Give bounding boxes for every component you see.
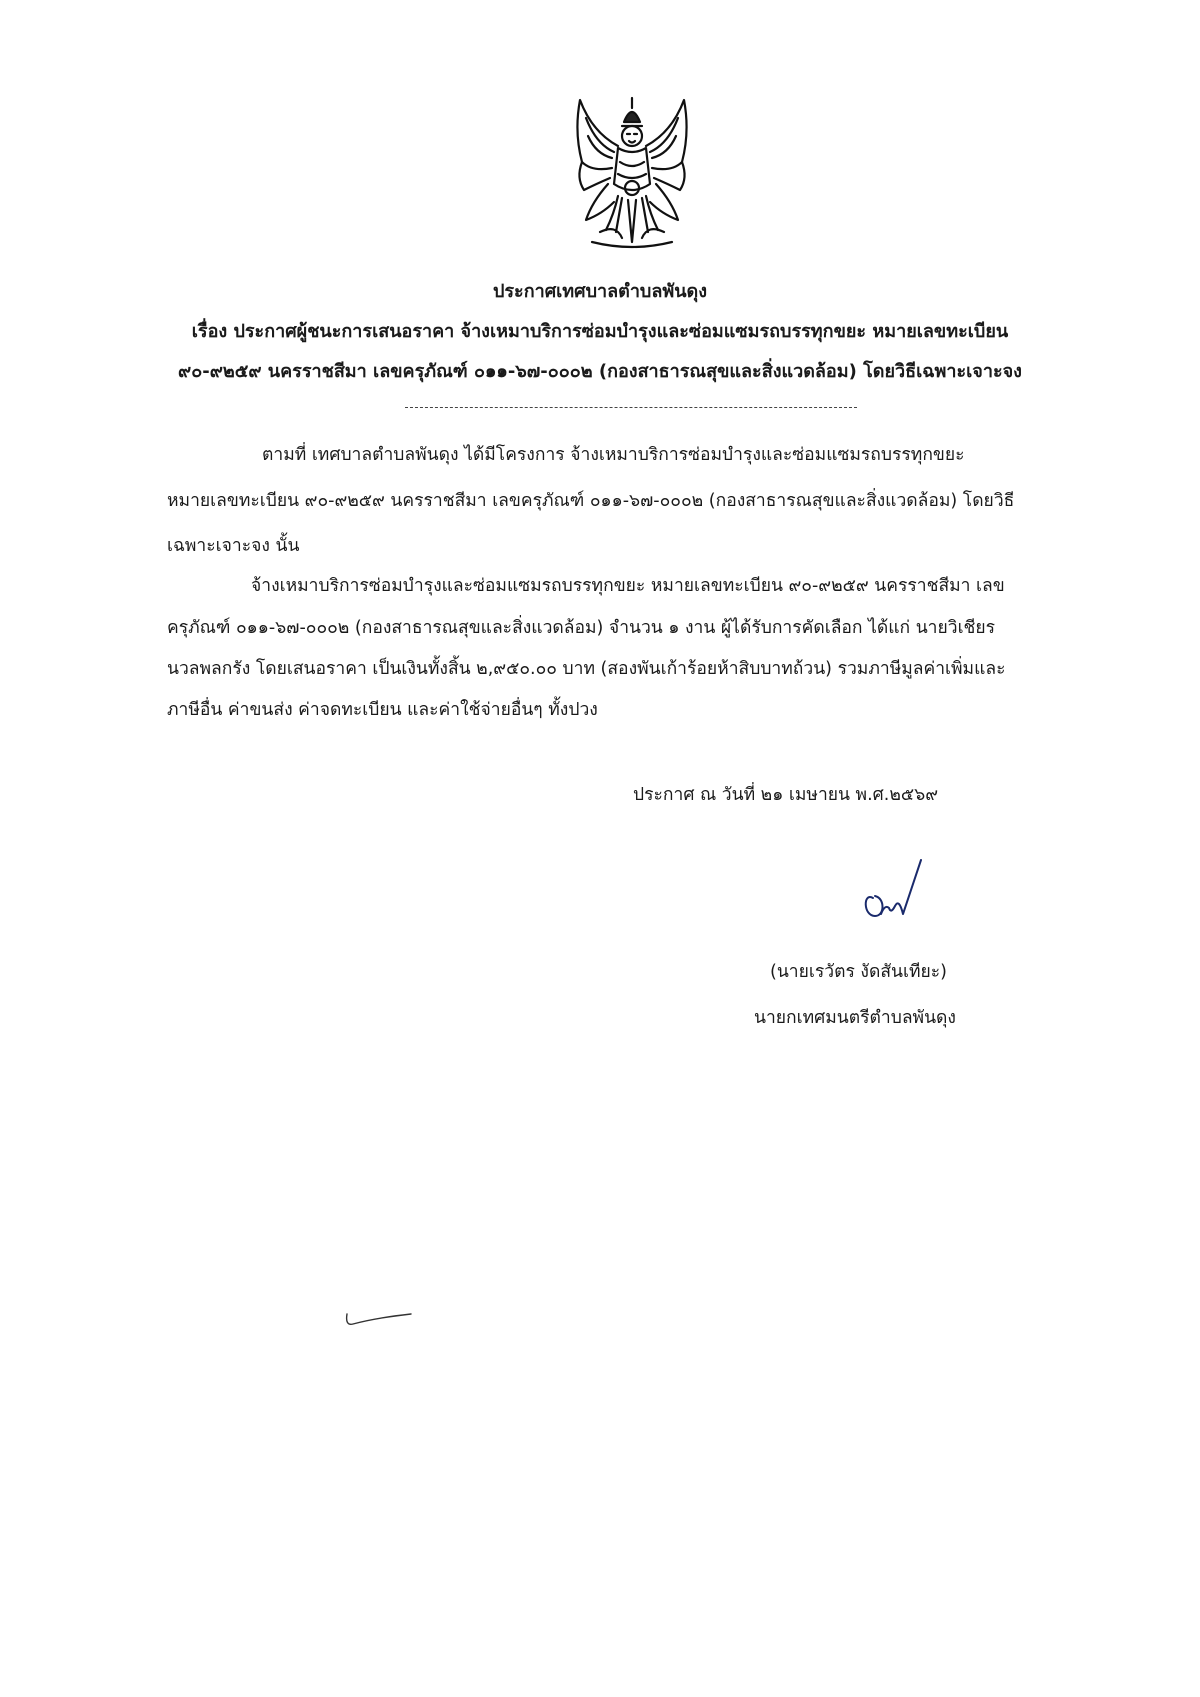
- pen-stroke-mark: [345, 1310, 415, 1330]
- paragraph-1-line-1: ตามที่ เทศบาลตำบลพันดุง ได้มีโครงการ จ้างเหมาบริการซ่อมบำรุงและซ่อมแซมรถบรรทุกขยะ: [262, 445, 965, 465]
- garuda-emblem-icon: [552, 92, 712, 252]
- announcement-title: ประกาศเทศบาลตำบลพันดุง: [492, 281, 708, 302]
- paragraph-1-line-2: หมายเลขทะเบียน ๙๐-๙๒๕๙ นครราชสีมา เลขครุภัณฑ์ ๐๑๑-๖๗-๐๐๐๒ (กองสาธารณสุขและสิ่งแวดล้อม) โดยวิธี: [167, 491, 1015, 511]
- paragraph-2-line-1: จ้างเหมาบริการซ่อมบำรุงและซ่อมแซมรถบรรทุกขยะ หมายเลขทะเบียน ๙๐-๙๒๕๙ นครราชสีมา เลข: [251, 576, 1005, 596]
- paragraph-1-line-3: เฉพาะเจาะจง นั้น: [167, 536, 300, 556]
- paragraph-2-line-2: ครุภัณฑ์ ๐๑๑-๖๗-๐๐๐๒ (กองสาธารณสุขและสิ่งแวดล้อม) จำนวน ๑ งาน ผู้ได้รับการคัดเลือก ได้แก่ นายวิเชียร: [167, 618, 996, 638]
- paragraph-2-line-4: ภาษีอื่น ค่าขนส่ง ค่าจดทะเบียน และค่าใช้จ่ายอื่นๆ ทั้งปวง: [167, 700, 598, 720]
- paragraph-2-line-3: นวลพลกรัง โดยเสนอราคา เป็นเงินทั้งสิ้น ๒,๙๕๐.๐๐ บาท (สองพันเก้าร้อยห้าสิบบาทถ้วน) รวมภาษีมูลค่าเพิ่มและ: [167, 659, 1006, 679]
- announcement-date: ประกาศ ณ วันที่ ๒๑ เมษายน พ.ศ.๒๕๖๙: [633, 785, 939, 805]
- handwritten-signature: [855, 858, 925, 928]
- signatory-position: นายกเทศมนตรีตำบลพันดุง: [754, 1008, 956, 1028]
- title-divider: [405, 407, 857, 408]
- subject-line-2: ๙๐-๙๒๕๙ นครราชสีมา เลขครุภัณฑ์ ๐๑๑-๖๗-๐๐๐๒ (กองสาธารณสุขและสิ่งแวดล้อม) โดยวิธีเฉพาะเจาะจง: [178, 361, 1022, 382]
- signatory-name: (นายเรวัตร งัดสันเทียะ): [770, 962, 947, 982]
- subject-line-1: เรื่อง ประกาศผู้ชนะการเสนอราคา จ้างเหมาบริการซ่อมบำรุงและซ่อมแซมรถบรรทุกขยะ หมายเลขทะเบียน: [191, 321, 1009, 342]
